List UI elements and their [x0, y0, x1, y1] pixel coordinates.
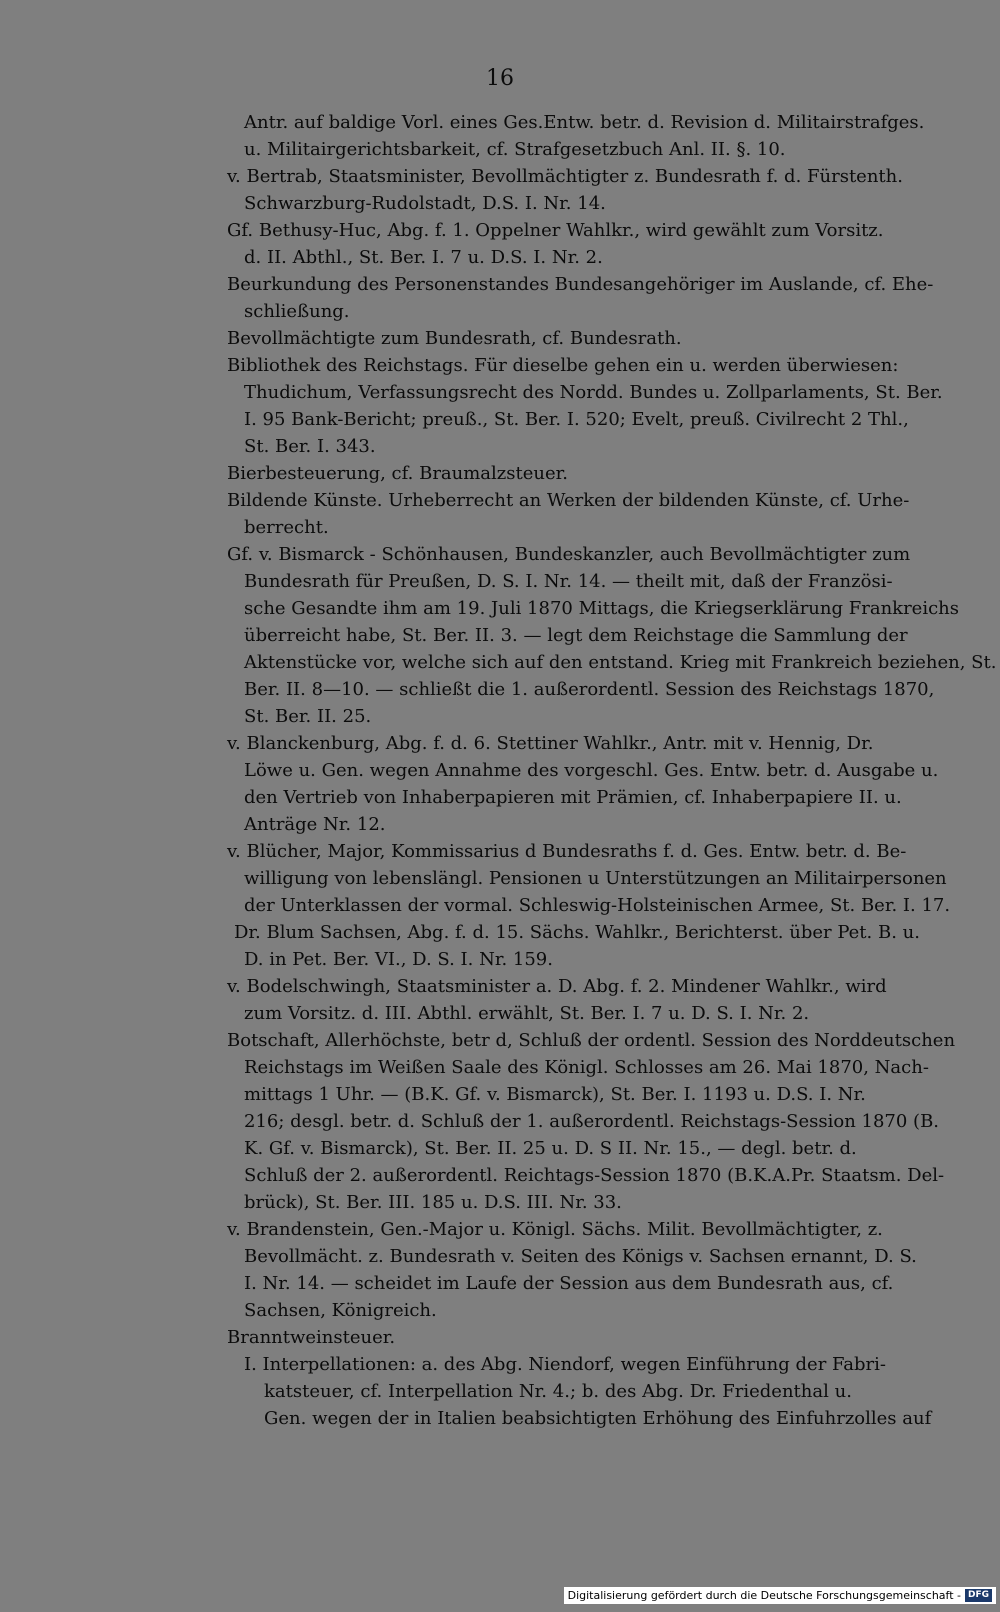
text-line: K. Gf. v. Bismarck), St. Ber. II. 25 u. D. S II. Nr. 15., — degl. betr. d. — [244, 1138, 857, 1159]
text-line: Schluß der 2. außerordentl. Reichtags-Session 1870 (B.K.A.Pr. Staatsm. Del- — [244, 1165, 945, 1186]
text-line: v. Blücher, Major, Kommissarius d Bundesraths f. d. Ges. Entw. betr. d. Be- — [227, 841, 907, 862]
text-line: Aktenstücke vor, welche sich auf den entstand. Krieg mit Frankreich beziehen, St. — [244, 652, 997, 673]
text-line: Dr. Blum Sachsen, Abg. f. d. 15. Sächs. Wahlkr., Berichterst. über Pet. B. u. — [234, 922, 920, 943]
text-line: Branntweinsteuer. — [227, 1327, 396, 1348]
text-line: Beurkundung des Personenstandes Bundesangehöriger im Auslande, cf. Ehe- — [227, 274, 934, 295]
text-line: Bevollmächt. z. Bundesrath v. Seiten des Königs v. Sachsen ernannt, D. S. — [244, 1246, 917, 1267]
text-line: u. Militairgerichtsbarkeit, cf. Strafgesetzbuch Anl. II. §. 10. — [244, 139, 786, 160]
text-line: v. Bertrab, Staatsminister, Bevollmächtigter z. Bundesrath f. d. Fürstenth. — [227, 166, 903, 187]
text-line: Bibliothek des Reichstags. Für dieselbe gehen ein u. werden überwiesen: — [227, 355, 899, 376]
footer-credit-text: Digitalisierung gefördert durch die Deutsche Forschungsgemeinschaft - — [567, 1589, 961, 1602]
text-line: Botschaft, Allerhöchste, betr d, Schluß der ordentl. Session des Norddeutschen — [227, 1030, 956, 1051]
page-number: 16 — [486, 66, 514, 91]
text-line: d. II. Abthl., St. Ber. I. 7 u. D.S. I. Nr. 2. — [244, 247, 603, 268]
text-block — [0, 110, 1000, 1550]
text-line: mittags 1 Uhr. — (B.K. Gf. v. Bismarck), St. Ber. I. 1193 u. D.S. I. Nr. — [244, 1084, 866, 1105]
text-line: katsteuer, cf. Interpellation Nr. 4.; b. des Abg. Dr. Friedenthal u. — [264, 1381, 852, 1402]
text-line: Bevollmächtigte zum Bundesrath, cf. Bundesrath. — [227, 328, 682, 349]
text-line: St. Ber. I. 343. — [244, 436, 376, 457]
text-line: I. Nr. 14. — scheidet im Laufe der Session aus dem Bundesrath aus, cf. — [244, 1273, 894, 1294]
text-line: Bildende Künste. Urheberrecht an Werken der bildenden Künste, cf. Urhe- — [227, 490, 910, 511]
text-line: I. 95 Bank-Bericht; preuß., St. Ber. I. 520; Evelt, preuß. Civilrecht 2 Thl., — [244, 409, 909, 430]
text-line: überreicht habe, St. Ber. II. 3. — legt dem Reichstage die Sammlung der — [244, 625, 908, 646]
text-line: v. Bodelschwingh, Staatsminister a. D. Abg. f. 2. Mindener Wahlkr., wird — [227, 976, 887, 997]
text-line: Bundesrath für Preußen, D. S. I. Nr. 14. — theilt mit, daß der Französi- — [244, 571, 893, 592]
text-line: berrecht. — [244, 517, 329, 538]
text-line: Gf. v. Bismarck - Schönhausen, Bundeskanzler, auch Bevollmächtigter zum — [227, 544, 911, 565]
text-line: I. Interpellationen: a. des Abg. Niendorf, wegen Einführung der Fabri- — [244, 1354, 886, 1375]
footer-credit — [564, 1587, 996, 1604]
text-line: Löwe u. Gen. wegen Annahme des vorgeschl. Ges. Entw. betr. d. Ausgabe u. — [244, 760, 939, 781]
text-line: D. in Pet. Ber. VI., D. S. I. Nr. 159. — [244, 949, 553, 970]
text-line: den Vertrieb von Inhaberpapieren mit Prämien, cf. Inhaberpapiere II. u. — [244, 787, 902, 808]
text-line: Ber. II. 8—10. — schließt die 1. außerordentl. Session des Reichstags 1870, — [244, 679, 935, 700]
text-line: brück), St. Ber. III. 185 u. D.S. III. Nr. 33. — [244, 1192, 622, 1213]
text-line: 216; desgl. betr. d. Schluß der 1. außerordentl. Reichstags-Session 1870 (B. — [244, 1111, 940, 1132]
text-line: Anträge Nr. 12. — [244, 814, 386, 835]
text-line: Gf. Bethusy-Huc, Abg. f. 1. Oppelner Wahlkr., wird gewählt zum Vorsitz. — [227, 220, 884, 241]
text-line: schließung. — [244, 301, 350, 322]
text-line: Sachsen, Königreich. — [244, 1300, 437, 1321]
text-line: sche Gesandte ihm am 19. Juli 1870 Mittags, die Kriegserklärung Frankreichs — [244, 598, 959, 619]
text-line: St. Ber. II. 25. — [244, 706, 372, 727]
text-line: Thudichum, Verfassungsrecht des Nordd. Bundes u. Zollparlaments, St. Ber. — [244, 382, 943, 403]
text-line: Schwarzburg-Rudolstadt, D.S. I. Nr. 14. — [244, 193, 606, 214]
text-line: v. Brandenstein, Gen.-Major u. Königl. Sächs. Milit. Bevollmächtigter, z. — [227, 1219, 883, 1240]
dfg-logo-icon: DFG — [965, 1589, 992, 1602]
text-line: Bierbesteuerung, cf. Braumalzsteuer. — [227, 463, 568, 484]
text-line: zum Vorsitz. d. III. Abthl. erwählt, St. Ber. I. 7 u. D. S. I. Nr. 2. — [244, 1003, 810, 1024]
text-line: willigung von lebenslängl. Pensionen u Unterstützungen an Militairpersonen — [244, 868, 947, 889]
text-line: Antr. auf baldige Vorl. eines Ges.Entw. betr. d. Revision d. Militairstrafges. — [244, 112, 925, 133]
text-line: Reichstags im Weißen Saale des Königl. Schlosses am 26. Mai 1870, Nach- — [244, 1057, 929, 1078]
text-line: der Unterklassen der vormal. Schleswig-Holsteinischen Armee, St. Ber. I. 17. — [244, 895, 951, 916]
text-line: Gen. wegen der in Italien beabsichtigten Erhöhung des Einfuhrzolles auf — [264, 1408, 932, 1429]
text-line: v. Blanckenburg, Abg. f. d. 6. Stettiner Wahlkr., Antr. mit v. Hennig, Dr. — [227, 733, 874, 754]
